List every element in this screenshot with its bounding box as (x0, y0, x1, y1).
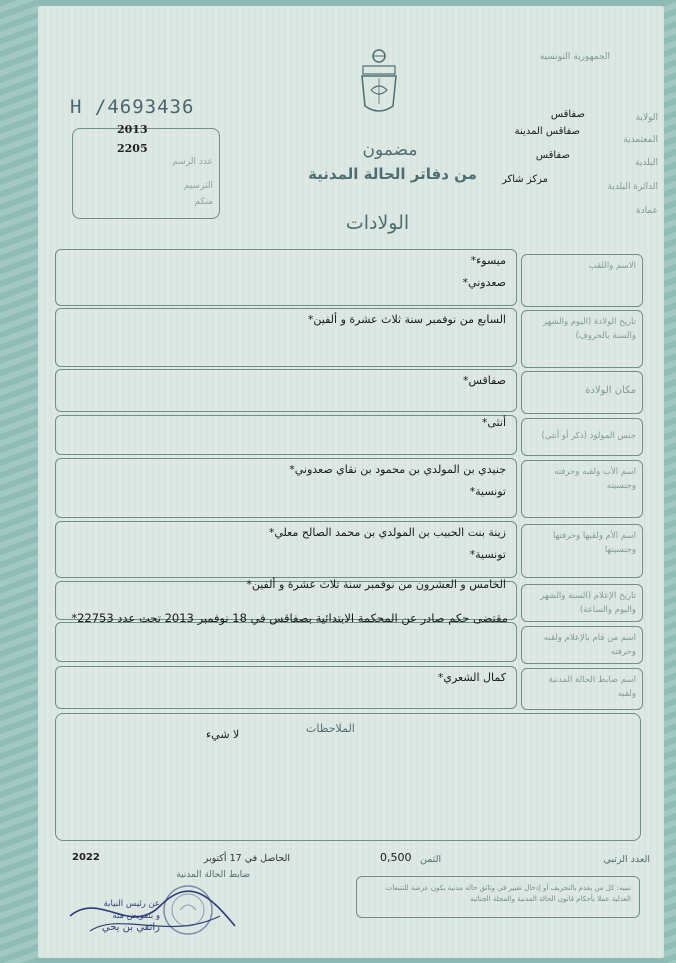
field-label-father: اسم الأب ولقبه وحرفته وجنسيته (554, 467, 636, 491)
field-label-box-officer (521, 668, 643, 710)
warning-text: تنبيه: كل من يقدم بالتحريف أو إدخال تغيير في وثائق حالة مدنية يكون عرضة للتتبعات العدلية عملا بأحكام قانون الحالة المدنية والمجلة الجنائية (385, 884, 631, 903)
warning-box (356, 876, 640, 918)
field-label-birthdate: تاريخ الولادة (اليوم والشهر والسنة بالحروف) (542, 317, 636, 341)
field-value-box-mother (55, 521, 517, 578)
value-mother: زينة بنت الحبيب بن المولدي بن محمد الصالح معلي* (268, 526, 506, 539)
registration-box (72, 123, 220, 219)
republic-label: الجمهورية التونسية (539, 52, 610, 62)
footer-date: الحاصل في 17 أكتوبر (203, 853, 290, 864)
field-label-declaration-date: تاريخ الإعلام (السنة والشهر واليوم والساعة) (540, 591, 636, 615)
value-father-nationality: تونسية* (469, 485, 506, 498)
field-label-box-mother (521, 524, 643, 578)
tunisia-emblem-icon (357, 46, 401, 116)
value-birthdate: السابع من نوفمبر سنة ثلاث عشرة و ألفين* (307, 313, 506, 326)
field-label-box-birthdate (521, 310, 643, 368)
field-value-box-father (55, 458, 517, 518)
label-imada: عمادة (635, 206, 658, 216)
stamp-line-2: و بتفويض منه (112, 911, 160, 921)
value-birthplace: صفاقس* (462, 374, 506, 387)
serial-number: H /4693436 (70, 96, 195, 118)
field-label-officer: اسم ضابط الحالة المدنية ولقبه (548, 675, 636, 699)
field-label-box-declarant (521, 626, 643, 664)
registration-number: 2205 (117, 142, 148, 155)
value-declaration-date: الخامس و العشرون من نوفمبر سنة ثلاث عشرة و ألفين* (246, 578, 506, 591)
handwritten-signature-icon (60, 886, 240, 944)
field-value-box-declarant (55, 611, 517, 662)
wilaya-value: صفاقس (550, 109, 585, 120)
field-label-box-declaration-date (521, 584, 643, 622)
value-last-name: صعدوني* (462, 276, 506, 289)
field-value-box-birthdate (55, 308, 517, 367)
label-wilaya: الولاية (635, 113, 658, 123)
field-value-box-sex (55, 415, 517, 455)
field-label-declarant: اسم من قام بالإعلام ولقبه وحرفته (543, 633, 636, 657)
value-mother-nationality: تونسية* (469, 548, 506, 561)
field-label-birthplace: مكان الولادة (585, 385, 636, 396)
notes-label: الملاحظات (306, 722, 355, 735)
paper-edge-right (664, 0, 676, 963)
commune-value: صفاقس المدينة (514, 126, 580, 137)
fee-label: الثمن (420, 854, 442, 865)
label-municipality: البلدية (635, 158, 658, 168)
fee-value: 0,500 (380, 851, 412, 864)
label-delegation: المعتمدية (623, 135, 658, 145)
stamp-line-1: عن رئيس النيابة (103, 899, 160, 909)
value-officer: كمال الشعري* (437, 671, 506, 684)
paper-edge-left (0, 0, 38, 963)
field-label-name: الاسم واللقب (588, 261, 636, 271)
field-value-box-birthplace (55, 369, 517, 412)
field-label-mother: اسم الأم ولقبها وحرفتها وجنسيتها (553, 531, 636, 555)
notes-value: لا شيء (206, 728, 240, 741)
box-label-1: عدد الرسم (172, 157, 213, 167)
field-label-box-sex (521, 418, 643, 456)
value-sex: أنثى* (481, 416, 506, 429)
footer-year: 2022 (72, 852, 100, 863)
section-title: الولادات (345, 212, 410, 234)
field-label-sex: جنس المولود (ذكر أو أنثى) (541, 431, 636, 441)
field-value-box-name (55, 249, 517, 306)
center-value: مركز شاكر (501, 174, 548, 185)
field-label-box-father (521, 460, 643, 518)
serial-order-label: العدد الرتبي (603, 854, 650, 865)
field-value-box-officer (55, 666, 517, 709)
value-declarant: مقتضى حكم صادر عن المحكمة الابتدائية بصفاقس في 18 نوفمبر 2013 تحت عدد 22753* (71, 611, 508, 625)
document-title: مضمون (362, 140, 418, 160)
value-father: جنيدي بن المولدي بن محمود بن نقاي صعدوني* (289, 463, 506, 476)
stamp-line-3: رائفي بن يحي (101, 922, 160, 933)
value-first-name: ميسوء* (470, 254, 506, 267)
box-label-2: الترسيم (183, 181, 213, 191)
notes-box (55, 713, 641, 841)
municipality-value: صفاقس (535, 150, 570, 161)
officer-title: ضابط الحالة المدنية (176, 870, 250, 880)
document-subtitle: من دفاتر الحالة المدنية (308, 165, 477, 183)
registration-year: 2013 (117, 123, 148, 136)
field-label-box-birthplace (521, 371, 643, 414)
box-label-3: منكم (194, 197, 213, 207)
label-municipal-district: الدائرة البلدية (607, 182, 658, 192)
field-label-box-name (521, 254, 643, 307)
